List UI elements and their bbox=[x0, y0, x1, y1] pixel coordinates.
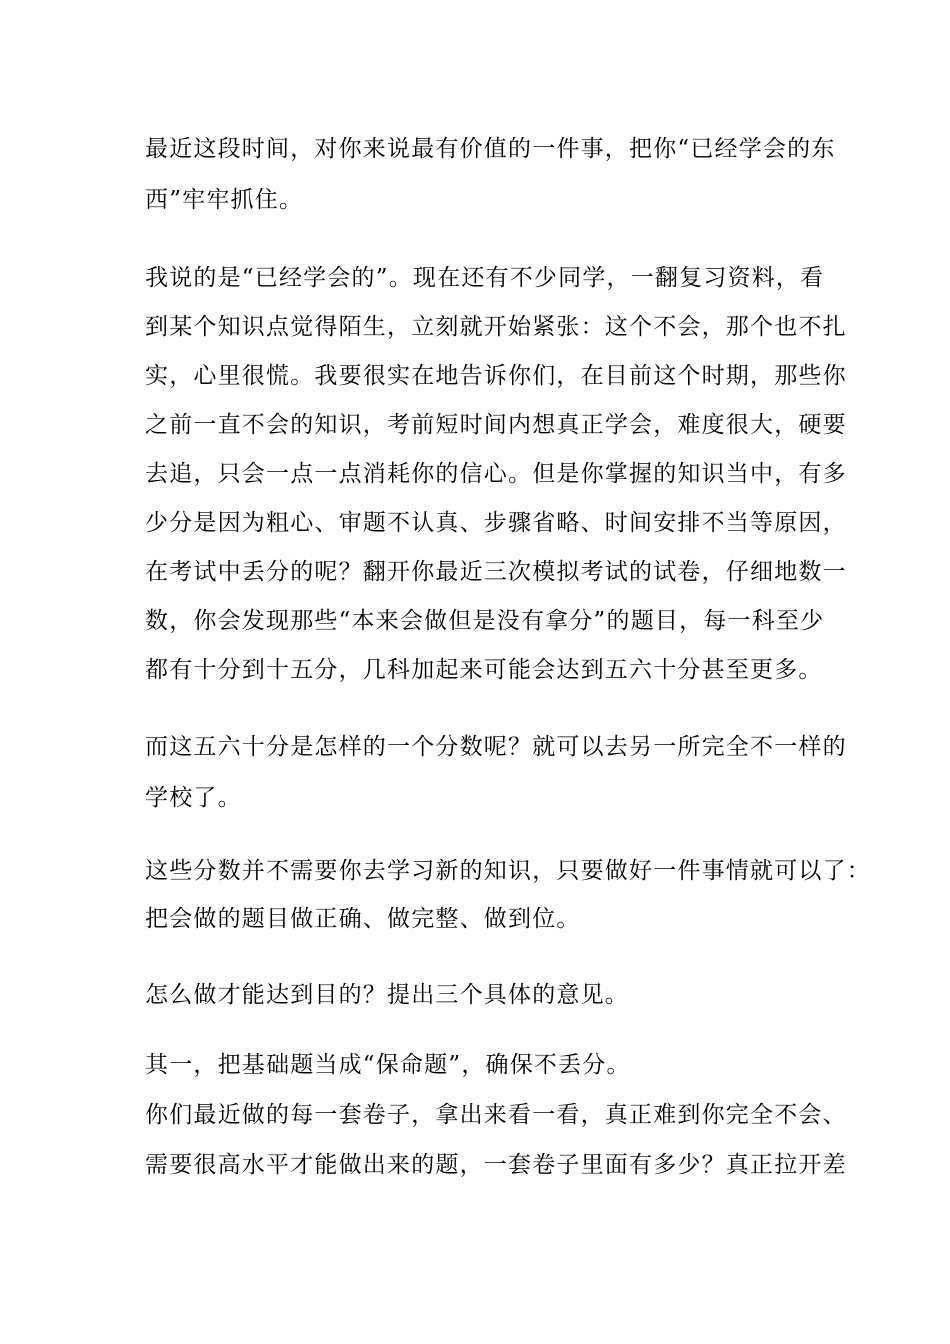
paragraph-6-line-1: 其一，把基础题当成“保命题”，确保不丢分。 bbox=[145, 1052, 631, 1078]
paragraph-2-line-2: 到某个知识点觉得陌生，立刻就开始紧张：这个不会，那个也不扎 bbox=[145, 314, 847, 340]
paragraph-2-line-5: 去追，只会一点一点消耗你的信心。但是你掌握的知识当中，有多 bbox=[145, 461, 847, 487]
paragraph-6-line-3: 需要很高水平才能做出来的题，一套卷子里面有多少？真正拉开差 bbox=[145, 1152, 847, 1178]
paragraph-2-line-8: 数，你会发现那些“本来会做但是没有拿分”的题目，每一科至少 bbox=[145, 608, 825, 634]
paragraph-6-line-2: 你们最近做的每一套卷子，拿出来看一看，真正难到你完全不会、 bbox=[145, 1102, 847, 1128]
paragraph-1-line-1: 最近这段时间，对你来说最有价值的一件事，把你“已经学会的东 bbox=[145, 136, 836, 162]
paragraph-2-line-4: 之前一直不会的知识，考前短时间内想真正学会，难度很大，硬要 bbox=[145, 412, 847, 438]
paragraph-1-line-2: 西”牢牢抓住。 bbox=[145, 187, 304, 213]
paragraph-2-line-3: 实，心里很慌。我要很实在地告诉你们，在目前这个时期，那些你 bbox=[145, 363, 847, 389]
paragraph-4-line-1: 这些分数并不需要你去学习新的知识，只要做好一件事情就可以了： bbox=[145, 858, 871, 884]
paragraph-2-line-9: 都有十分到十五分，几科加起来可能会达到五六十分甚至更多。 bbox=[145, 657, 823, 683]
paragraph-2-line-6: 少分是因为粗心、审题不认真、步骤省略、时间安排不当等原因， bbox=[145, 510, 847, 536]
paragraph-5-line-1: 怎么做才能达到目的？提出三个具体的意见。 bbox=[145, 982, 629, 1008]
paragraph-2-line-7: 在考试中丢分的呢？翻开你最近三次模拟考试的试卷，仔细地数一 bbox=[145, 559, 847, 585]
paragraph-4-line-2: 把会做的题目做正确、做完整、做到位。 bbox=[145, 906, 581, 932]
paragraph-3-line-2: 学校了。 bbox=[145, 785, 242, 811]
paragraph-2-line-1: 我说的是“已经学会的”。现在还有不少同学，一翻复习资料，看 bbox=[145, 265, 825, 291]
paragraph-3-line-1: 而这五六十分是怎样的一个分数呢？就可以去另一所完全不一样的 bbox=[145, 734, 847, 760]
